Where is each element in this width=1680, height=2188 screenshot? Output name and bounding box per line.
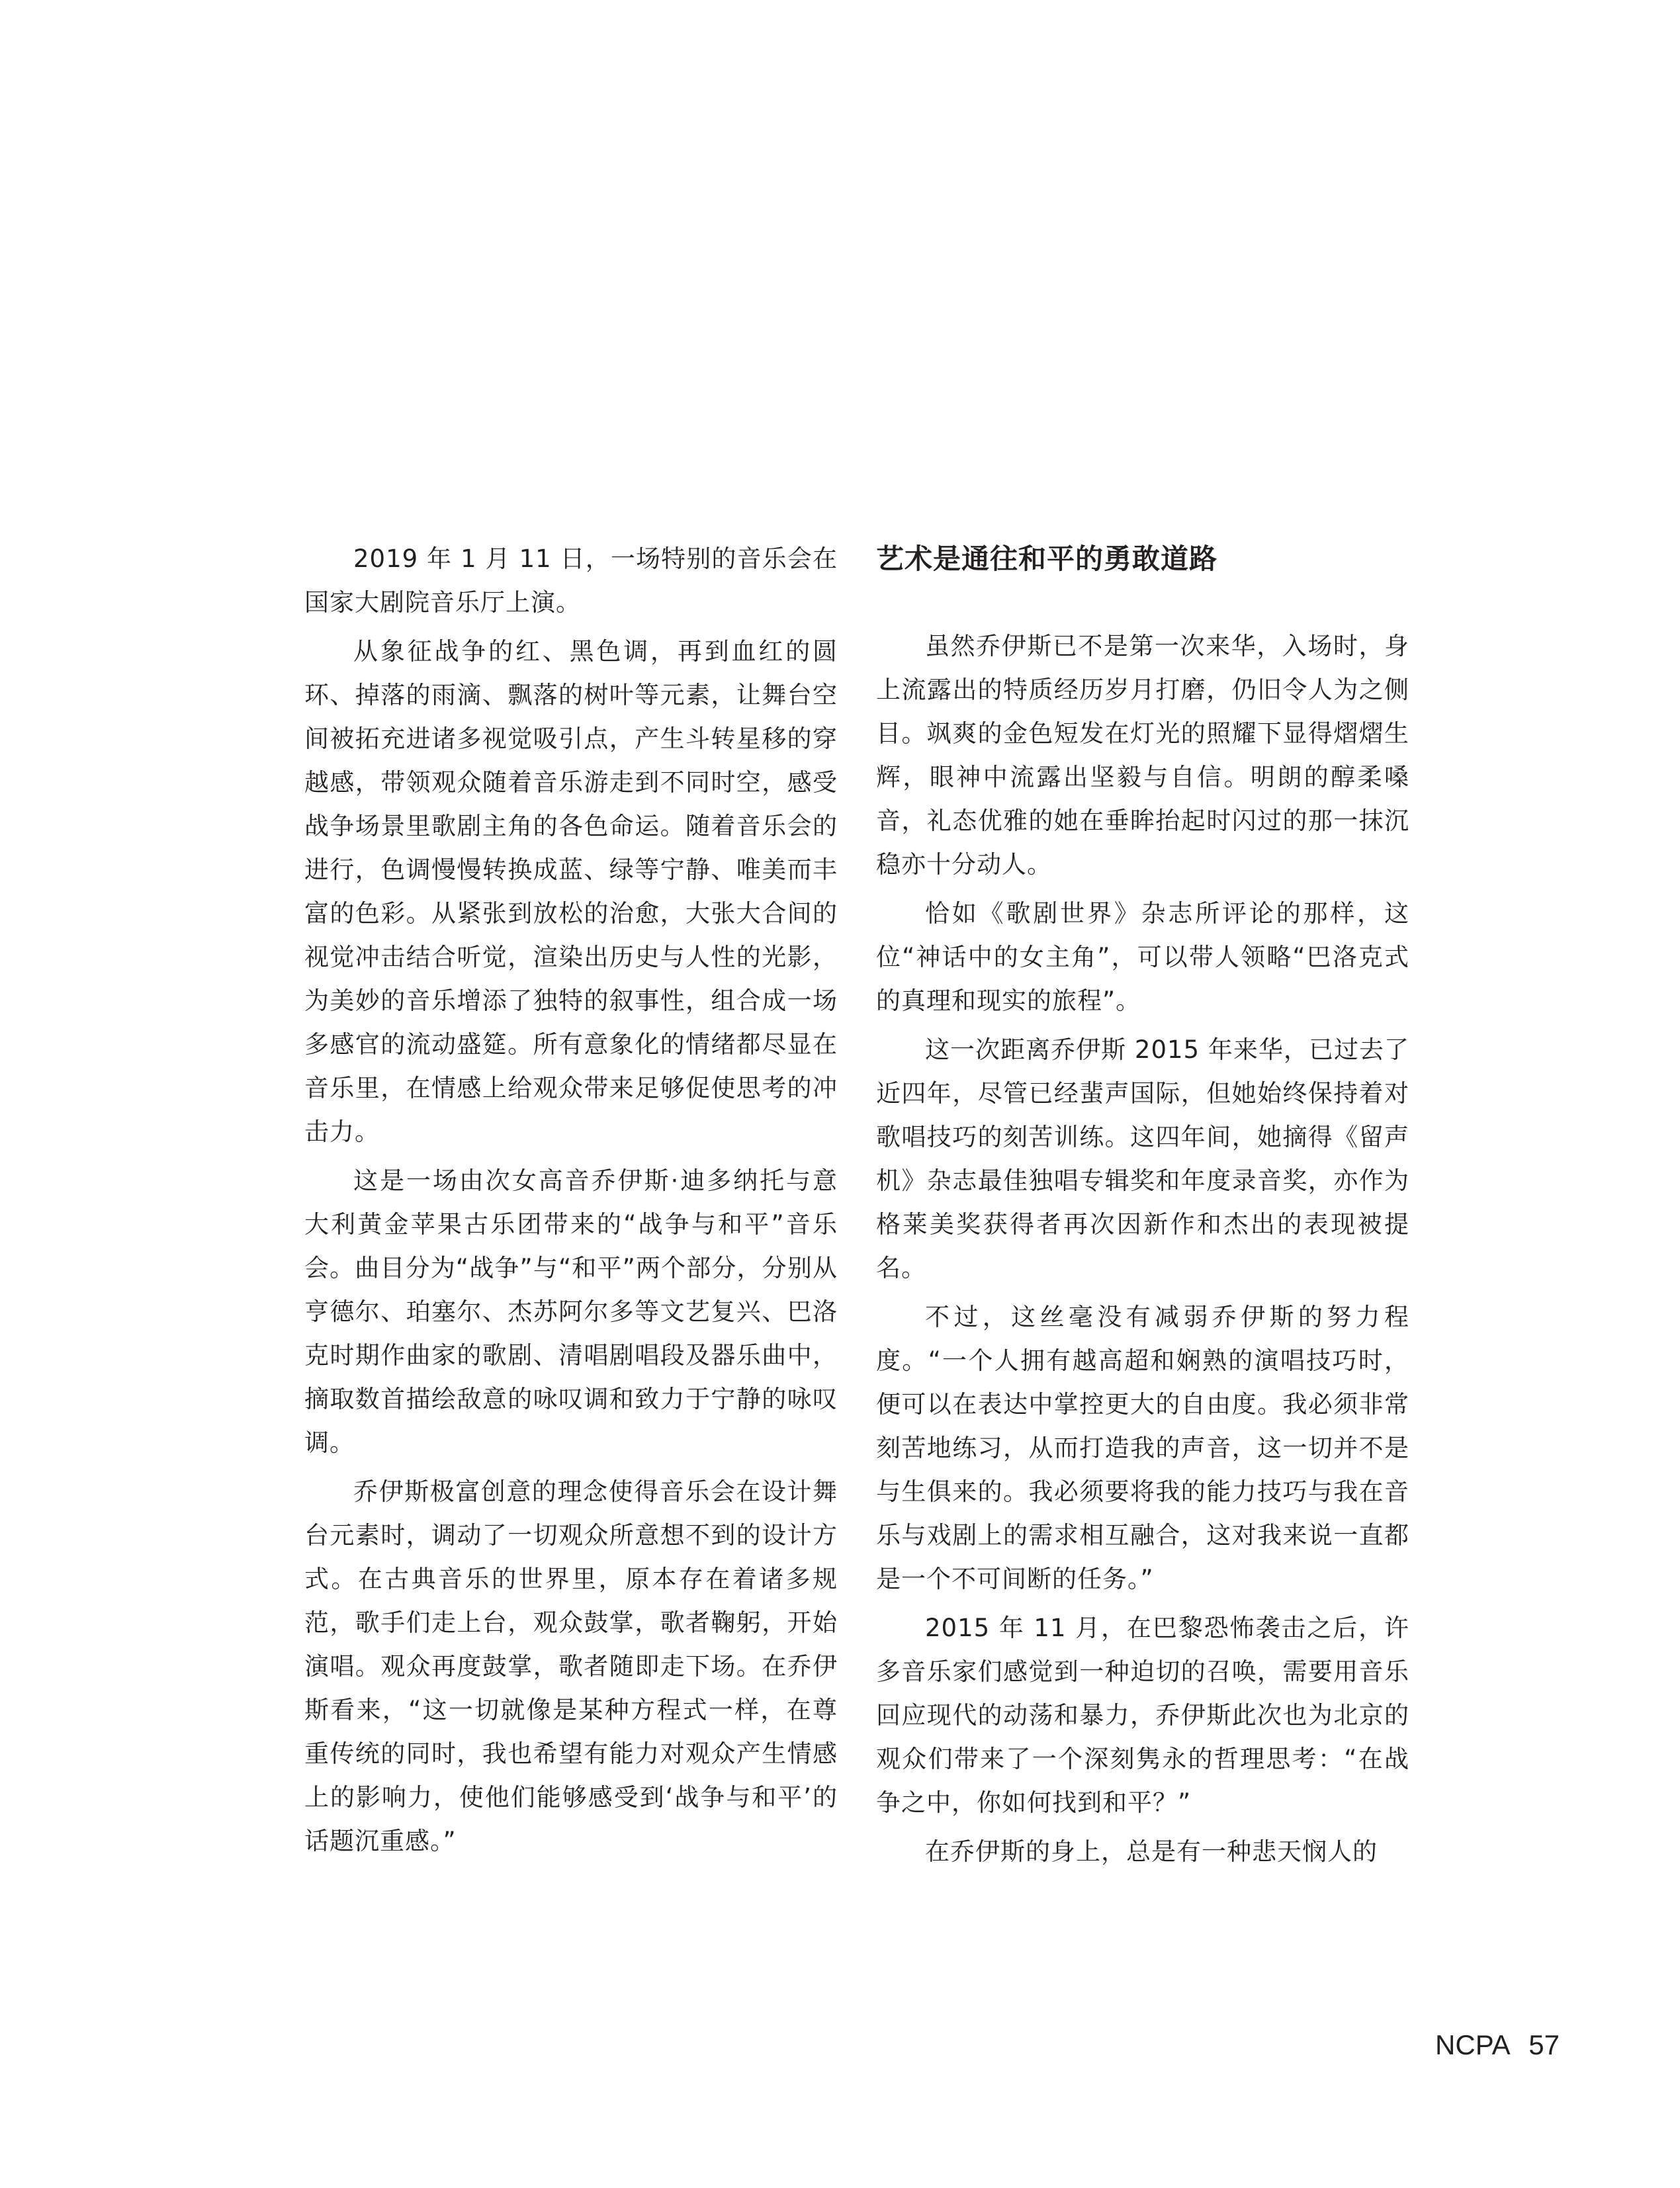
article-paragraph: 这是一场由次女高音乔伊斯·迪多纳托与意大利黄金苹果古乐团带来的“战争与和平”音乐会。曲目分为“战争”与“和平”两个部分，分别从亨德尔、珀塞尔、杰苏阿尔多等文艺复兴、巴洛克时期作曲家的歌剧、清唱剧唱段及器乐曲中，摘取数首描绘敌意的咏叹调和致力于宁静的咏叹调。 bbox=[304, 1166, 838, 1457]
right-text-column bbox=[876, 537, 1409, 1879]
article-paragraph: 2015 年 11 月，在巴黎恐怖袭击之后，许多音乐家们感觉到一种迫切的召唤，需要用音乐回应现代的动荡和暴力，乔伊斯此次也为北京的观众们带来了一个深刻隽永的哲理思考：“在战争之中，你如何找到和平？” bbox=[876, 1614, 1409, 1817]
publication-name: NCPA bbox=[1435, 2029, 1511, 2060]
article-paragraph: 乔伊斯极富创意的理念使得音乐会在设计舞台元素时，调动了一切观众所意想不到的设计方式。在古典音乐的世界里，原本存在着诸多规范，歌手们走上台，观众鼓掌，歌者鞠躬，开始演唱。观众再度鼓掌，歌者随即走下场。在乔伊斯看来，“这一切就像是某种方程式一样，在尊重传统的同时，我也希望有能力对观众产生情感上的影响力，使他们能够感受到‘战争与和平’的话题沉重感。” bbox=[304, 1477, 838, 1855]
left-text-column bbox=[304, 537, 838, 1868]
article-paragraph: 虽然乔伊斯已不是第一次来华，入场时，身上流露出的特质经历岁月打磨，仍旧令人为之侧目。飒爽的金色短发在灯光的照耀下显得熠熠生辉，眼神中流露出坚毅与自信。明朗的醇柔嗓音，礼态优雅的她在垂眸抬起时闪过的那一抹沉稳亦十分动人。 bbox=[876, 632, 1409, 879]
page-footer bbox=[1435, 2029, 1560, 2062]
page-number: 57 bbox=[1528, 2029, 1560, 2060]
section-heading: 艺术是通往和平的勇敢道路 bbox=[876, 543, 1218, 575]
article-paragraph: 这一次距离乔伊斯 2015 年来华，已过去了近四年，尽管已经蜚声国际，但她始终保持着对歌唱技巧的刻苦训练。这四年间，她摘得《留声机》杂志最佳独唱专辑奖和年度录音奖，亦作为格莱美奖获得者再次因新作和杰出的表现被提名。 bbox=[876, 1035, 1409, 1282]
article-paragraph: 从象征战争的红、黑色调，再到血红的圆环、掉落的雨滴、飘落的树叶等元素，让舞台空间被拓充进诸多视觉吸引点，产生斗转星移的穿越感，带领观众随着音乐游走到不同时空，感受战争场景里歌剧主角的各色命运。随着音乐会的进行，色调慢慢转换成蓝、绿等宁静、唯美而丰富的色彩。从紧张到放松的治愈，大张大合间的视觉冲击结合听觉，渲染出历史与人性的光影，为美妙的音乐增添了独特的叙事性，组合成一场多感官的流动盛筵。所有意象化的情绪都尽显在音乐里，在情感上给观众带来足够促使思考的冲击力。 bbox=[304, 637, 838, 1146]
article-paragraph: 恰如《歌剧世界》杂志所评论的那样，这位“神话中的女主角”，可以带人领略“巴洛克式的真理和现实的旅程”。 bbox=[876, 899, 1409, 1015]
article-paragraph: 不过，这丝毫没有减弱乔伊斯的努力程度。“一个人拥有越高超和娴熟的演唱技巧时，便可以在表达中掌控更大的自由度。我必须非常刻苦地练习，从而打造我的声音，这一切并不是与生俱来的。我必须要将我的能力技巧与我在音乐与戏剧上的需求相互融合，这对我来说一直都是一个不可间断的任务。” bbox=[876, 1303, 1409, 1593]
article-paragraph: 在乔伊斯的身上，总是有一种悲天悯人的 bbox=[925, 1837, 1378, 1866]
article-paragraph: 2019 年 1 月 11 日，一场特别的音乐会在国家大剧院音乐厅上演。 bbox=[304, 545, 838, 617]
